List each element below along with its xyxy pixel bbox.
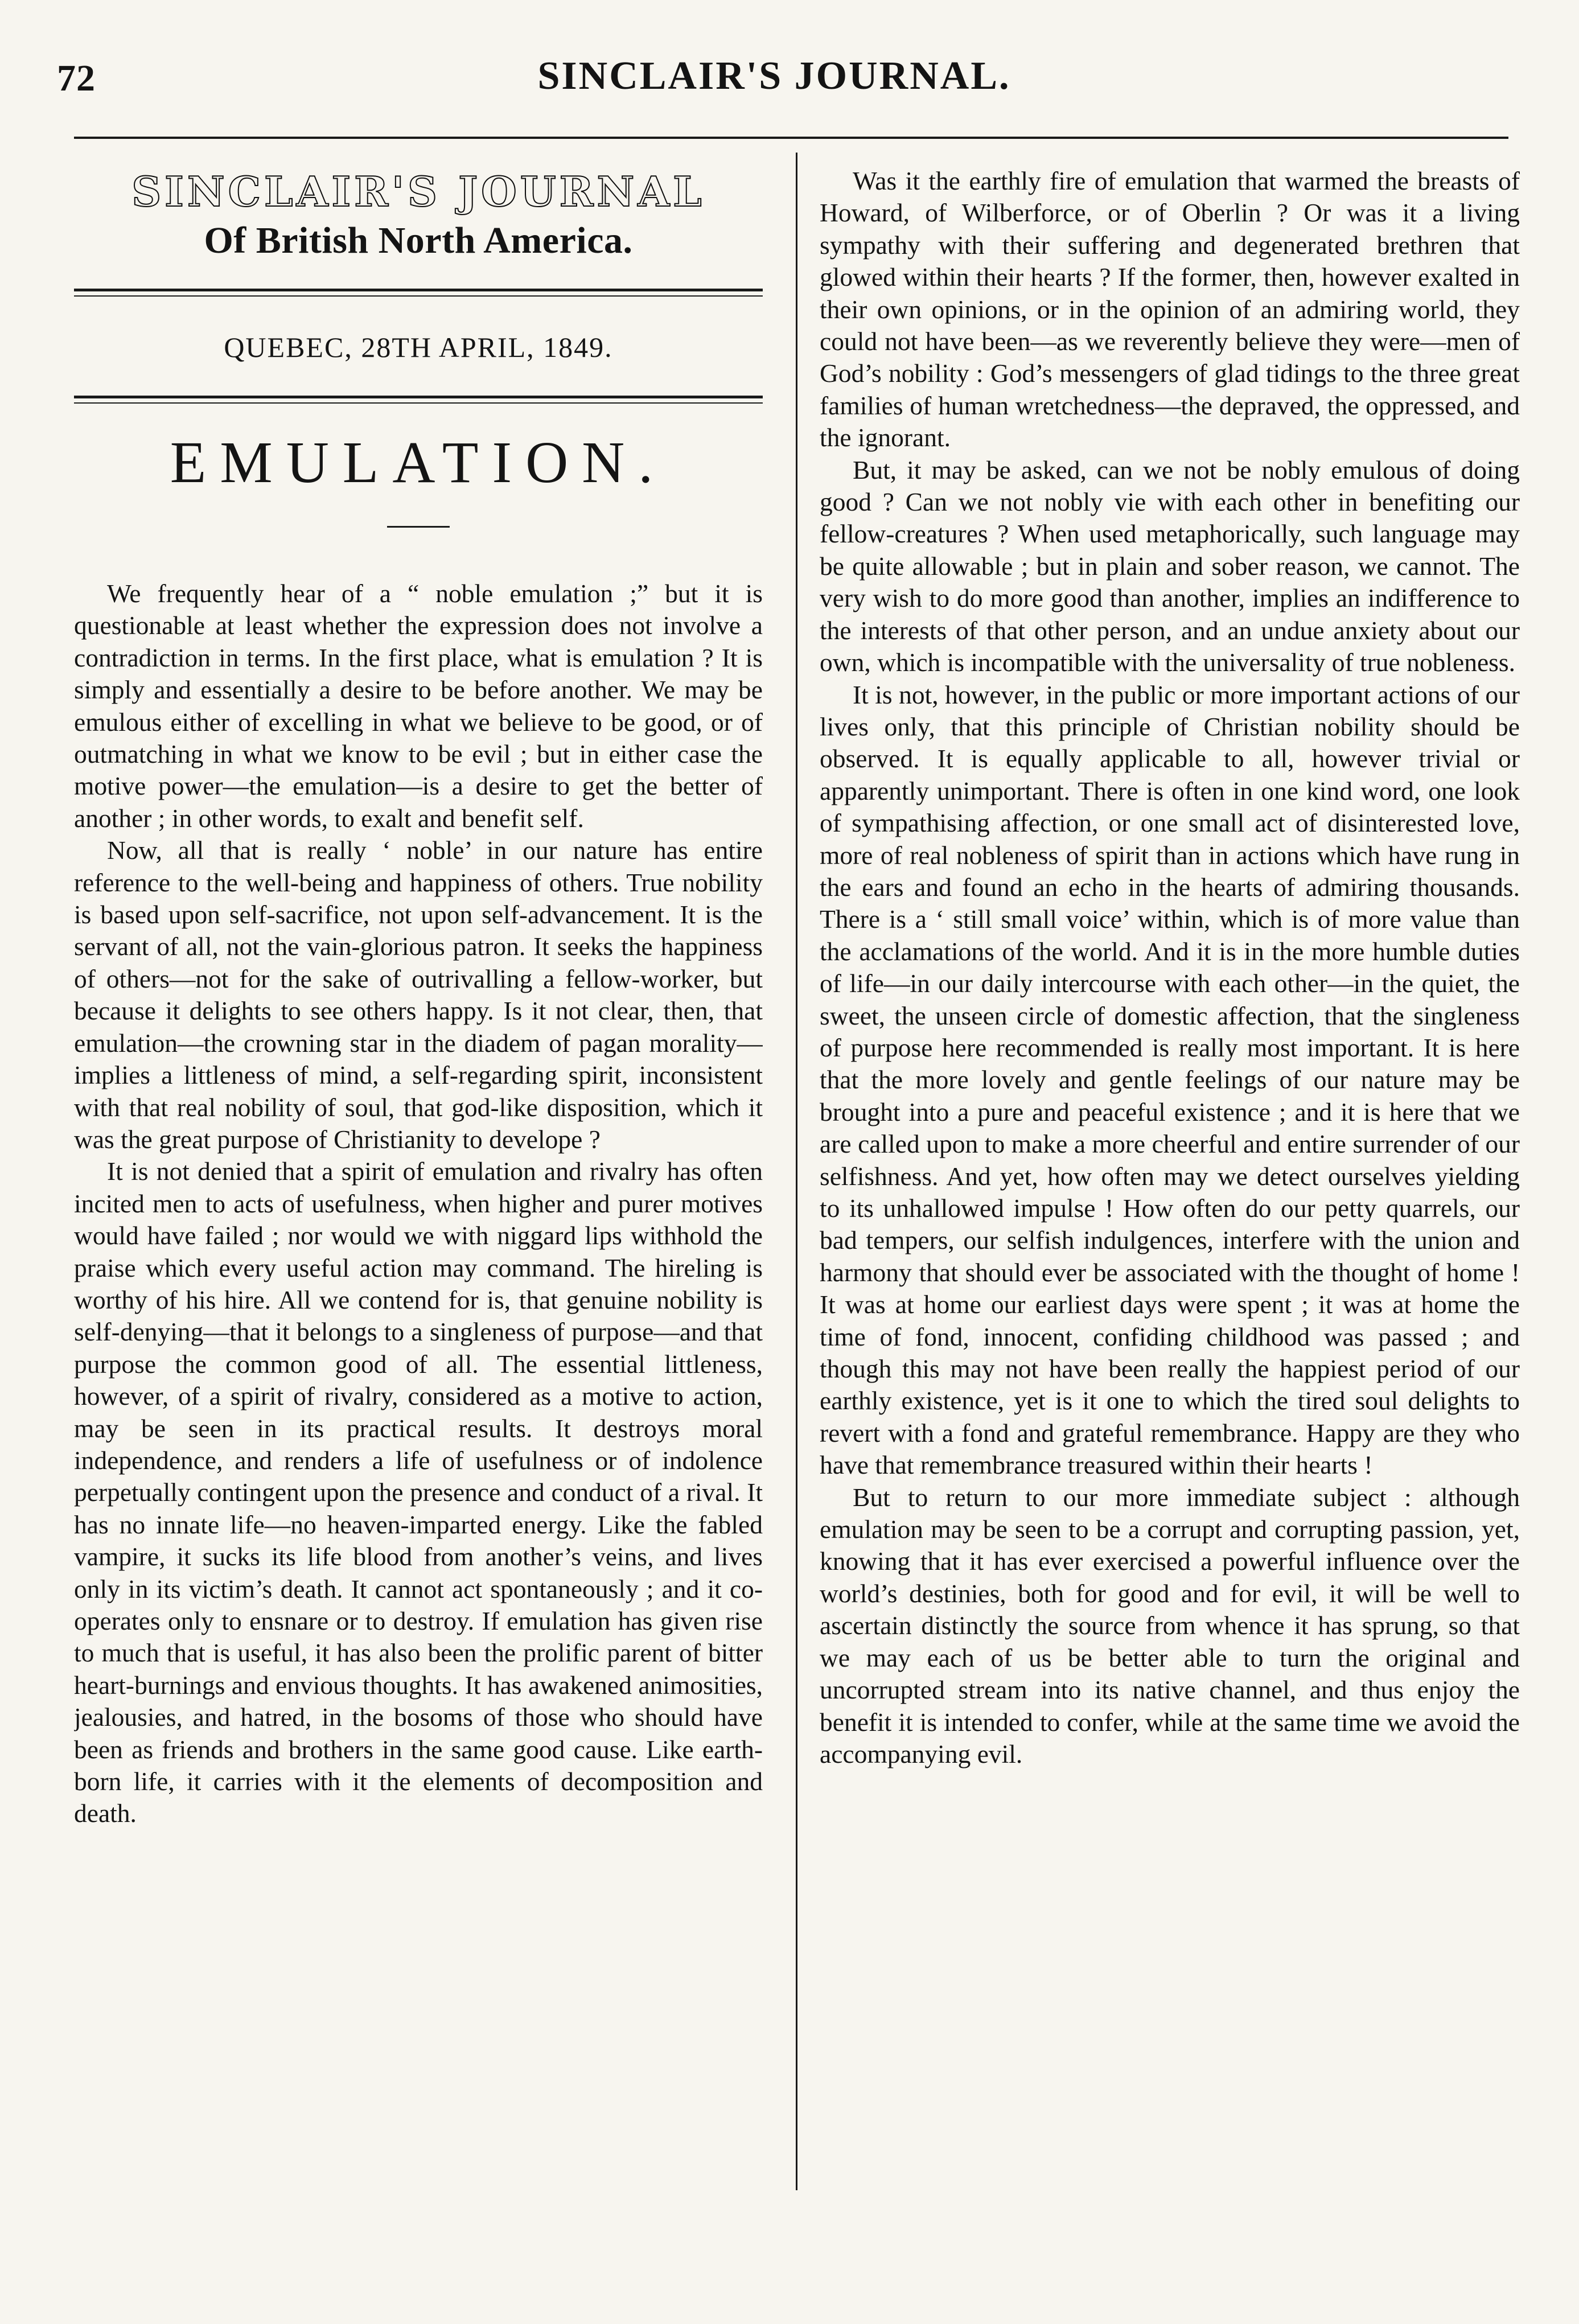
masthead-subtitle: Of British North America. <box>204 220 633 261</box>
left-column <box>74 165 763 2271</box>
paragraph: It is not denied that a spirit of emulation and rivalry has often incited men to acts of usefulness, when higher and purer motives would have failed ; nor would we with niggard lips withhold the praise which every useful action may command. The hireling is worthy of his hire. All we contend for is, that genuine nobility is self-denying—that it belongs to a singleness of purpose—and that purpose the common good of all. The essential littleness, however, of a spirit of rivalry, considered as a motive to action, may be seen in its practical results. It destroys moral independence, and renders a life of usefulness or of indolence perpetually contingent upon the presence and conduct of a rival. It has no innate life—no heaven-imparted energy. Like the fabled vampire, it sucks its life blood from another’s veins, and lives only in its victim’s death. It cannot act spontaneously ; and it co-operates only to ensnare or to destroy. If emulation has given rise to much that is useful, it has also been the prolific parent of bitter heart-burnings and envious thoughts. It has awakened animosities, jealousies, and hatred, in the bosoms of those who should have been as friends and brothers in the same good cause. Like earth-born life, it carries with it the elements of decomposition and death. <box>74 1157 763 1828</box>
dateline-double-rule <box>74 396 763 404</box>
dateline: QUEBEC, 28TH APRIL, 1849. <box>224 331 613 363</box>
right-column-text <box>820 165 1520 1770</box>
article-title: EMULATION. <box>170 430 667 495</box>
masthead-title: SINCLAIR'S JOURNAL <box>131 167 705 216</box>
left-column-text <box>74 578 763 1830</box>
paragraph: It is not, however, in the public or more important actions of our lives only, that this principle of Christian nobility should be observed. It is equally applicable to all, however trivial or apparently unimportant. There is often in one kind word, one look of sympathising affection, or one small act of disinterested love, more of real nobleness of spirit than in actions which have rung in the ears and found an echo in the hearts of admiring thousands. There is a ‘ still small voice’ within, which is of more value than the acclamations of the world. And it is in the more humble duties of life—in our daily intercourse with each other—in the quiet, the sweet, the unseen circle of domestic affection, that the singleness of purpose here recommended is really most important. It is here that the more lovely and gentle feelings of our nature may be brought into a pure and peaceful existence ; and it is here that we are called upon to make a more cheerful and entire surrender of our selfishness. And yet, how often may we detect ourselves yielding to its unhallowed impulse ! How often do our petty quarrels, our bad tempers, our selfish indulgences, interfere with the union and harmony that should ever be associated with the thought of home ! It was at home our earliest days were spent ; it was at home the time of fond, innocent, confiding childhood was passed ; and though this may not have been really the happiest period of our earthly existence, yet is it one to which the tired soul delights to revert with a fond and grateful remembrance. Happy are they who have that remembrance treasured within their hearts ! <box>820 680 1520 1480</box>
header-rule <box>74 137 1508 139</box>
column-divider <box>796 153 797 2190</box>
paragraph: Was it the earthly fire of emulation that warmed the breasts of Howard, of Wilberforce, or of Oberlin ? Or was it a living sympathy with their suffering and degenerated brethren that glowed within their hearts ? If the former, then, however exalted in their own opinions, or in the opinion of an admiring world, they could not have been—as we reverently believe they were—men of God’s nobility : God’s messengers of glad tidings to the three great families of human wretchedness—the depraved, the oppressed, and the ignorant. <box>820 166 1520 453</box>
paragraph: Now, all that is really ‘ noble’ in our nature has entire reference to the well-being and happiness of others. True nobility is based upon self-sacrifice, not upon self-advancement. It is the servant of all, not the vain-glorious patron. It seeks the happiness of others—not for the sake of outrivalling a fellow-worker, but because it delights to see others happy. Is it not clear, then, that emulation—the crowning star in the diadem of pagan morality—implies a littleness of mind, a self-regarding spirit, inconsistent with that real nobility of soul, that god-like disposition, which it was the great purpose of Christianity to develope ? <box>74 836 763 1154</box>
title-rule <box>387 526 450 528</box>
paragraph: But to return to our more immediate subject : although emulation may be seen to be a corrupt and corrupting passion, yet, knowing that it has ever exercised a powerful influence over the world’s destinies, both for good and for evil, it will be well to ascertain distinctly the source from whence it has sprung, so that we may each of us be better able to turn the original and uncorrupted stream into its native channel, and thus enjoy the benefit it is intended to confer, while at the same time we avoid the accompanying evil. <box>820 1482 1520 1768</box>
page-number: 72 <box>57 57 96 99</box>
right-column <box>820 165 1520 2271</box>
paragraph: But, it may be asked, can we not be nobly emulous of doing good ? Can we not nobly vie with each other in benefiting our fellow-creatures ? When used metaphorically, such language may be quite allowable ; but in plain and sober reason, we cannot. The very wish to do more good than another, implies an indifference to the interests of that other person, and an undue anxiety about our own, which is incompatible with the universality of true nobleness. <box>820 455 1520 677</box>
running-title: SINCLAIR'S JOURNAL. <box>537 54 1011 98</box>
running-head <box>57 47 1491 115</box>
masthead-double-rule <box>74 289 763 297</box>
paragraph: We frequently hear of a “ noble emulation ;” but it is questionable at least whether the expression does not involve a contradiction in terms. In the first place, what is emulation ? It is simply and essentially a desire to be before another. We may be emulous either of excelling in what we believe to be good, or of outmatching in what we know to be evil ; but in either case the motive power—the emulation—is a desire to get the better of another ; in other words, to exalt and benefit self. <box>74 579 763 833</box>
